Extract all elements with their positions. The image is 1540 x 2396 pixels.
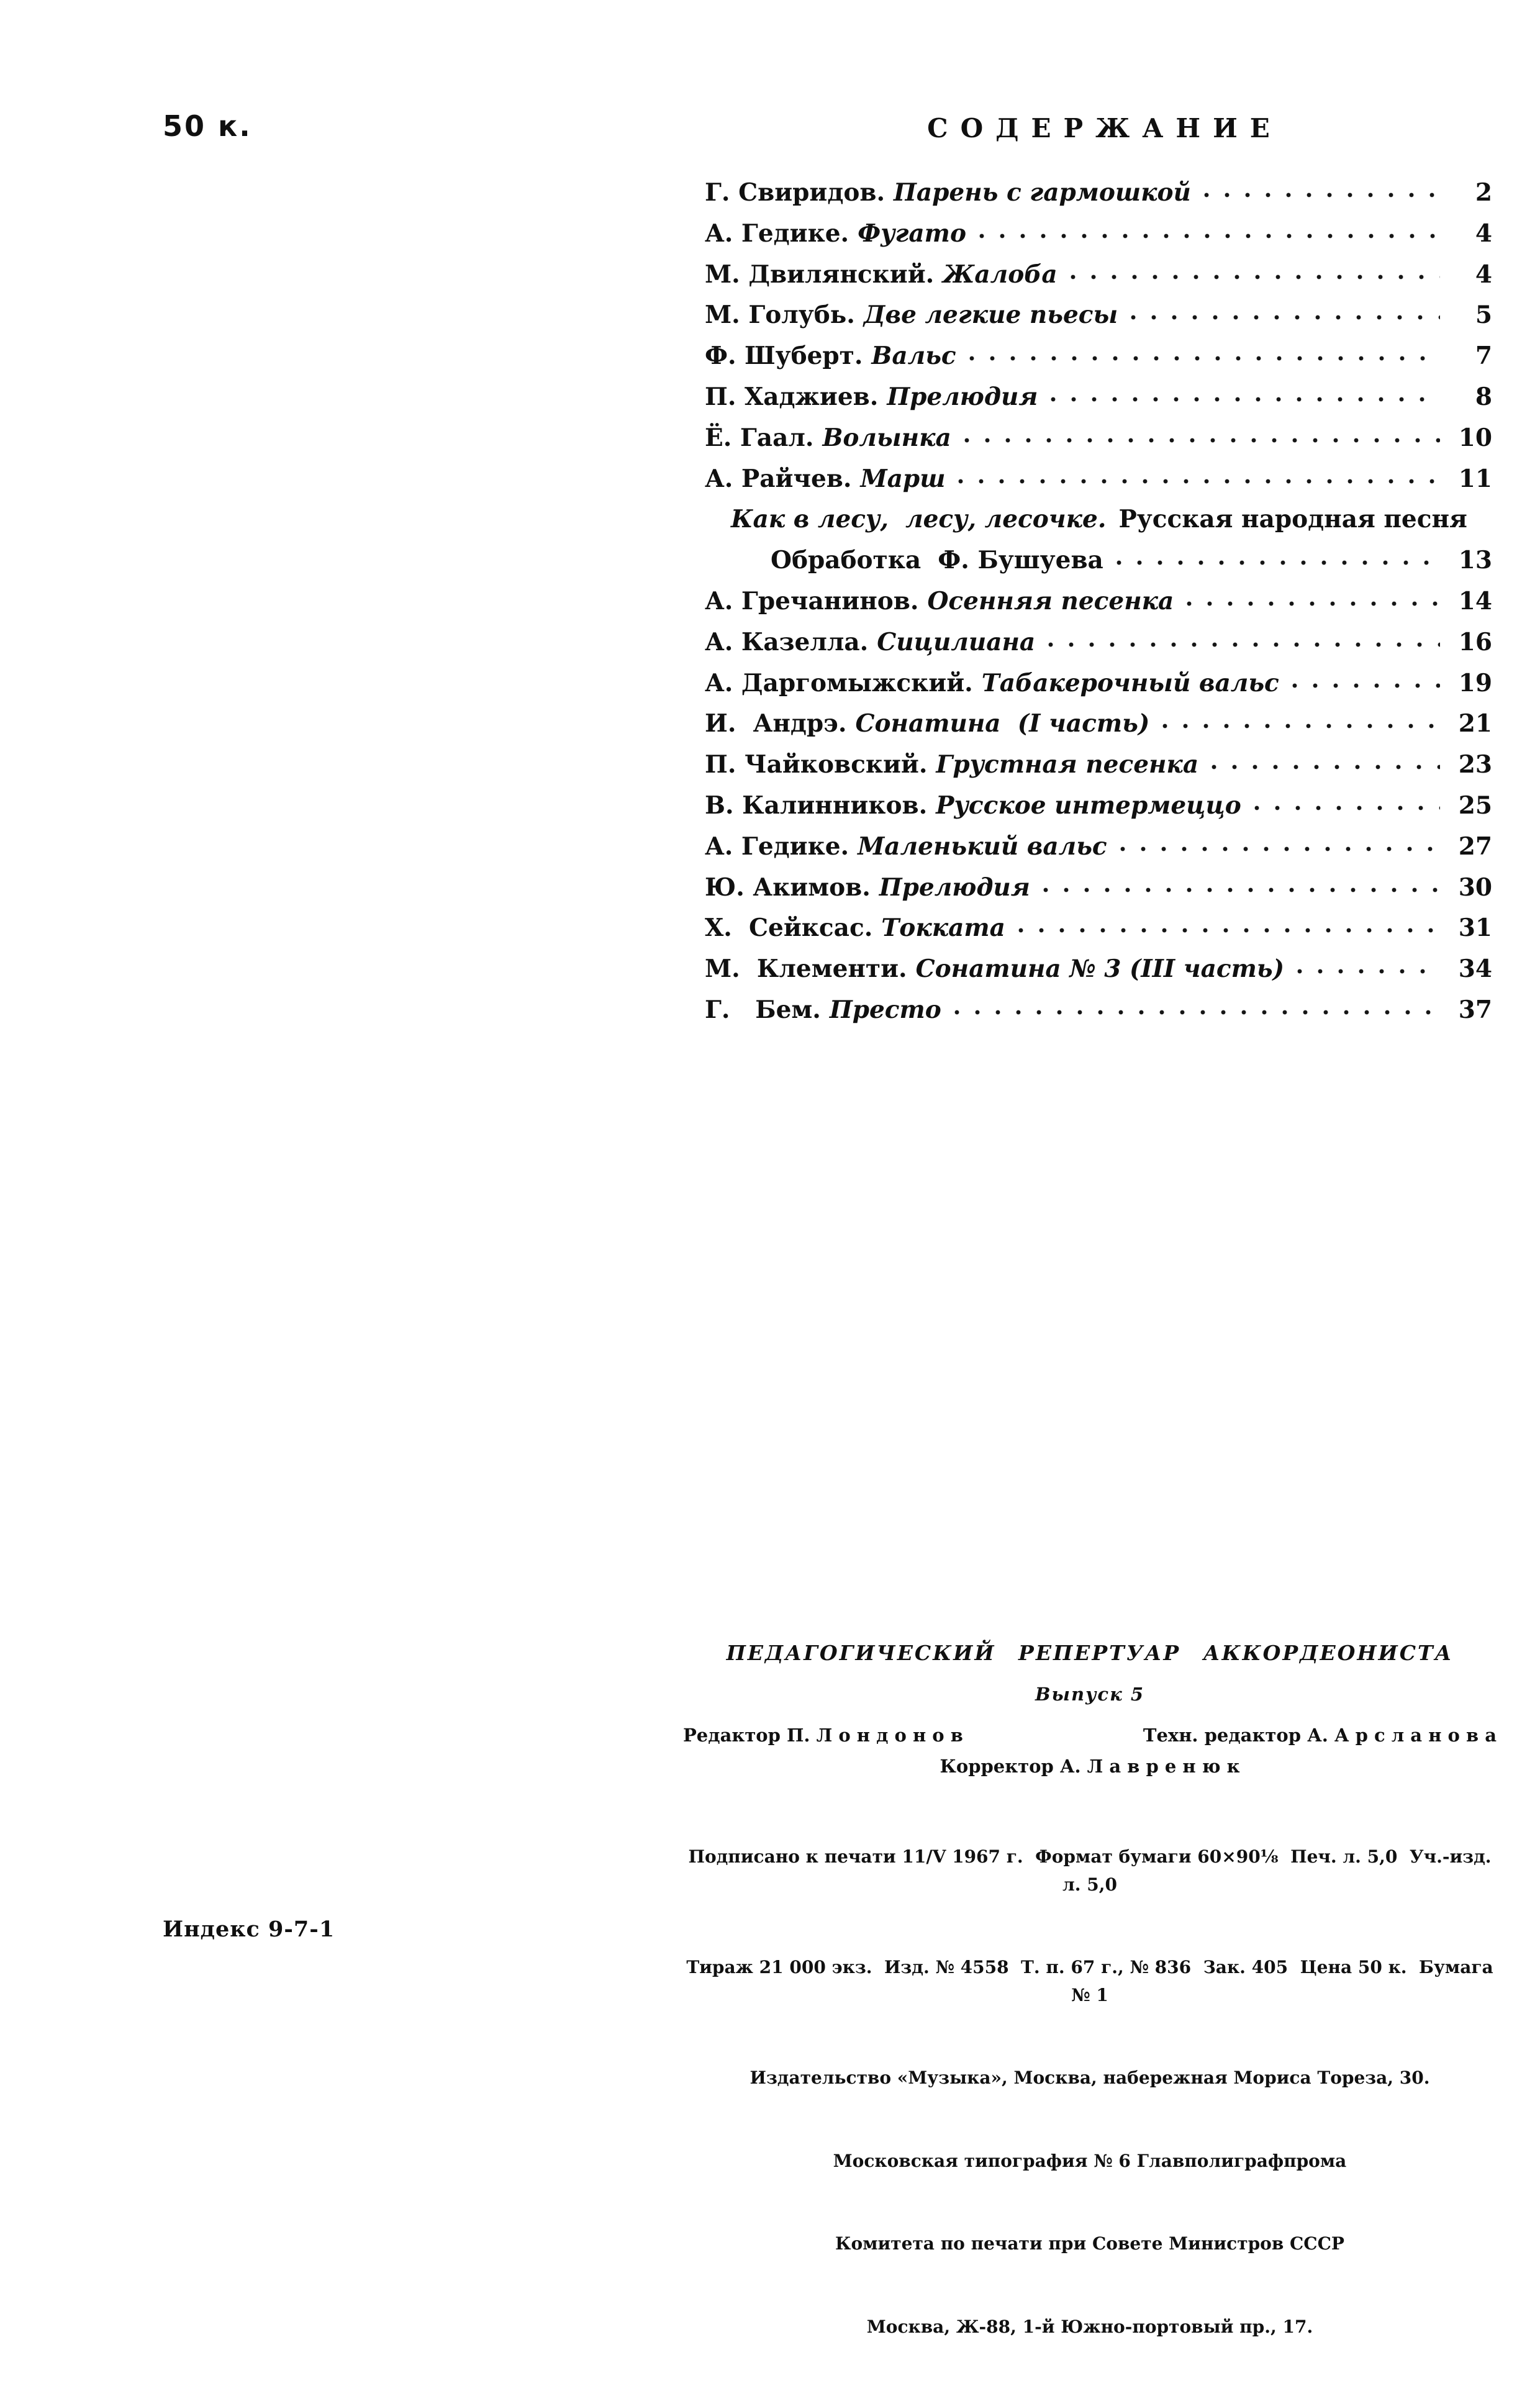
- toc-dot-leader: [1018, 927, 1440, 934]
- toc-piece-title: Русское интермеццо: [936, 791, 1241, 820]
- toc-roman-title: Русская народная песня: [1118, 505, 1467, 534]
- toc-composer: П. Хаджиев.: [705, 382, 879, 411]
- toc-dot-leader: [958, 478, 1440, 485]
- toc-piece-title: Прелюдия: [879, 873, 1030, 902]
- imprint-block: [683, 1641, 1500, 2396]
- toc-row: [705, 627, 1492, 656]
- toc-piece-title: Марш: [860, 464, 946, 493]
- toc-page-number: 14: [1458, 586, 1492, 615]
- toc-page-number: 21: [1458, 709, 1492, 738]
- toc-composer: А. Гречанинов.: [705, 586, 919, 615]
- index-label: Индекс 9-7-1: [163, 1917, 335, 1942]
- imprint-line: Подписано к печати 11/V 1967 г. Формат бумаги 60×90⅛ Печ. л. 5,0 Уч.-изд. л. 5,0: [688, 1846, 1498, 1895]
- table-of-contents: [705, 113, 1492, 1037]
- toc-row: [705, 791, 1492, 820]
- toc-page-number: 23: [1458, 750, 1492, 779]
- toc-row: [705, 423, 1492, 452]
- toc-composer: Г. Бем.: [705, 995, 821, 1024]
- toc-row: [705, 464, 1492, 493]
- toc-page-number: 13: [1458, 546, 1492, 575]
- toc-row: [705, 342, 1492, 371]
- toc-page-number: 37: [1458, 995, 1492, 1024]
- toc-dot-leader: [964, 437, 1440, 444]
- toc-page-number: 10: [1458, 423, 1492, 452]
- page-title: СОДЕРЖАНИЕ: [927, 113, 1282, 143]
- toc-dot-leader: [1297, 968, 1440, 975]
- toc-row: [705, 750, 1492, 779]
- toc-piece-title: Вальс: [871, 342, 956, 371]
- toc-row: [705, 301, 1492, 330]
- toc-composer: М. Клементи.: [705, 955, 907, 984]
- imprint-line: Московская типография № 6 Главполиграфпрома: [833, 2150, 1347, 2171]
- toc-dot-leader: [1162, 722, 1440, 730]
- toc-piece-title: Как в лесу, лесу, лесочке.: [731, 505, 1107, 534]
- imprint-tech-editor: Техн. редактор А. А р с л а н о в а: [1143, 1725, 1497, 1746]
- toc-row: [705, 955, 1492, 984]
- imprint-editors-row: [683, 1725, 1497, 1746]
- price-label: 50 к.: [163, 109, 252, 143]
- toc-piece-title: Волынка: [822, 423, 951, 452]
- toc-composer: Х. Сейксас.: [705, 914, 873, 943]
- toc-row: [705, 546, 1492, 575]
- toc-piece-title: Жалоба: [943, 260, 1058, 289]
- toc-page-number: 16: [1458, 627, 1492, 656]
- toc-dot-leader: [1292, 682, 1440, 689]
- toc-dot-leader: [979, 232, 1440, 240]
- toc-composer: М. Голубь.: [705, 301, 855, 330]
- toc-dot-leader: [969, 355, 1440, 362]
- toc-row: [705, 382, 1492, 411]
- toc-piece-title: Осенняя песенка: [927, 586, 1174, 615]
- toc-composer: Ё. Гаал.: [705, 423, 814, 452]
- imprint-proofreader: Корректор А. Л а в р е н ю к: [940, 1756, 1240, 1777]
- toc-piece-title: Две легкие пьесы: [863, 301, 1118, 330]
- toc-dot-leader: [1130, 314, 1440, 321]
- toc-dot-leader: [1048, 641, 1440, 648]
- toc-page-number: 19: [1458, 668, 1492, 697]
- toc-composer: Г. Свиридов.: [705, 178, 886, 207]
- toc-row: [705, 873, 1492, 902]
- toc-dot-leader: [1043, 886, 1440, 894]
- imprint-line: Издательство «Музыка», Москва, набережная Мориса Тореза, 30.: [750, 2067, 1430, 2088]
- toc-row: [705, 219, 1492, 248]
- toc-composer: А. Казелла.: [705, 627, 869, 656]
- toc-piece-title: Сицилиана: [877, 627, 1036, 656]
- toc-row: [705, 586, 1492, 615]
- toc-row: [705, 505, 1492, 534]
- toc-page-number: 30: [1458, 873, 1492, 902]
- toc-composer: М. Двилянский.: [705, 260, 935, 289]
- toc-composer: Ю. Акимов.: [705, 873, 871, 902]
- imprint-editor: Редактор П. Л о н д о н о в: [683, 1725, 963, 1746]
- toc-page-number: 27: [1458, 832, 1492, 861]
- imprint-series-title: ПЕДАГОГИЧЕСКИЙ РЕПЕРТУАР АККОРДЕОНИСТА: [726, 1641, 1454, 1665]
- toc-piece-title: Престо: [829, 995, 941, 1024]
- toc-dot-leader: [1211, 763, 1440, 771]
- imprint-issue: Выпуск 5: [1035, 1684, 1144, 1705]
- toc-composer: А. Гедике.: [705, 832, 849, 861]
- toc-row: [705, 832, 1492, 861]
- toc-row: [705, 178, 1492, 207]
- toc-page-number: 25: [1458, 791, 1492, 820]
- toc-piece-title: Табакерочный вальс: [981, 668, 1279, 697]
- toc-dot-leader: [1120, 845, 1440, 853]
- toc-dot-leader: [1203, 191, 1440, 199]
- imprint-line: Тираж 21 000 экз. Изд. № 4558 Т. п. 67 г., № 836 Зак. 405 Цена 50 к. Бумага № 1: [686, 1957, 1500, 2005]
- imprint-line: Москва, Ж-88, 1-й Южно-портовый пр., 17.: [866, 2316, 1313, 2337]
- toc-dot-leader: [954, 1009, 1440, 1016]
- toc-page-number: 8: [1475, 382, 1492, 411]
- toc-composer: Ф. Шуберт.: [705, 342, 863, 371]
- toc-piece-title: Парень с гармошкой: [894, 178, 1191, 207]
- toc-composer: И. Андрэ.: [705, 709, 847, 738]
- toc-page-number: 7: [1475, 342, 1492, 371]
- toc-dot-leader: [1254, 804, 1440, 812]
- toc-composer: А. Даргомыжский.: [705, 668, 973, 697]
- toc-piece-title: Сонатина № 3 (III часть): [915, 955, 1285, 984]
- imprint-line: Комитета по печати при Совете Министров СССР: [835, 2233, 1344, 2254]
- toc-page-number: 11: [1458, 464, 1492, 493]
- toc-page-number: 4: [1475, 219, 1492, 248]
- toc-page-number: 5: [1475, 301, 1492, 330]
- imprint-print-details: [683, 1788, 1500, 2396]
- toc-piece-title: Фугато: [858, 219, 966, 248]
- toc-roman-title: Обработка Ф. Бушуева: [771, 546, 1103, 575]
- toc-row: [705, 260, 1492, 289]
- toc-piece-title: Сонатина (I часть): [855, 709, 1150, 738]
- toc-page-number: 4: [1475, 260, 1492, 289]
- toc-piece-title: Прелюдия: [887, 382, 1038, 411]
- toc-page-number: 34: [1458, 955, 1492, 984]
- toc-dot-leader: [1070, 273, 1440, 281]
- toc-piece-title: Грустная песенка: [936, 750, 1199, 779]
- toc-dot-leader: [1186, 600, 1440, 607]
- toc-row: [705, 668, 1492, 697]
- toc-row: [705, 914, 1492, 943]
- toc-piece-title: Токката: [881, 914, 1005, 943]
- toc-dot-leader: [1116, 559, 1440, 566]
- toc-page-number: 2: [1475, 178, 1492, 207]
- toc-piece-title: Маленький вальс: [858, 832, 1107, 861]
- toc-composer: А. Райчев.: [705, 464, 852, 493]
- toc-row: [705, 995, 1492, 1024]
- toc-dot-leader: [1050, 396, 1440, 403]
- toc-composer: П. Чайковский.: [705, 750, 928, 779]
- toc-page-number: 31: [1458, 914, 1492, 943]
- toc-composer: В. Калинников.: [705, 791, 928, 820]
- toc-composer: А. Гедике.: [705, 219, 849, 248]
- toc-row: [705, 709, 1492, 738]
